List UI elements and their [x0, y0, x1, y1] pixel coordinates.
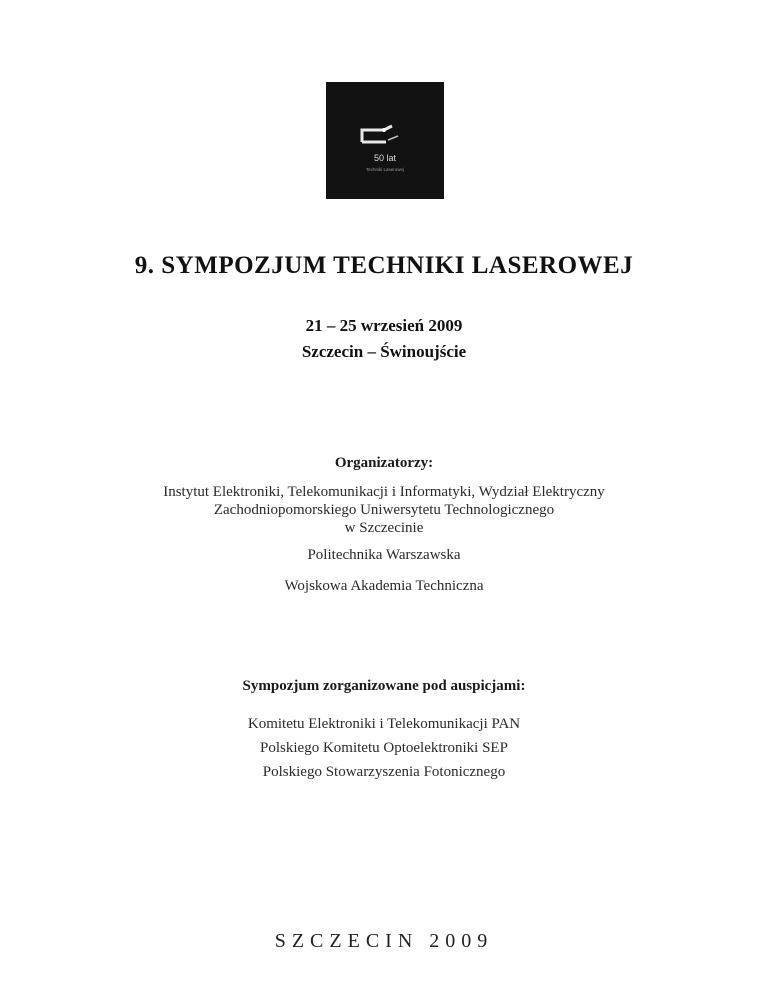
auspices-line: Komitetu Elektroniki i Telekomunikacji PAN — [247, 716, 521, 732]
organizers-heading: Organizatorzy: — [334, 455, 434, 471]
organizer-line: Wojskowa Akademia Techniczna — [284, 578, 484, 594]
organizer-line: w Szczecinie — [344, 520, 424, 536]
symposium-title: 9. SYMPOZJUM TECHNIKI LASEROWEJ — [134, 252, 634, 279]
logo-line1: 50 lat — [373, 153, 397, 163]
organizer-line: Politechnika Warszawska — [307, 547, 461, 563]
organizer-line: Instytut Elektroniki, Telekomunikacji i Informatyki, Wydział Elektryczny — [163, 484, 605, 500]
footer-place-year: SZCZECIN 2009 — [274, 930, 494, 952]
symposium-dates: 21 – 25 wrzesień 2009 — [305, 316, 463, 335]
auspices-heading: Sympozjum zorganizowane pod auspicjami: — [242, 678, 526, 694]
auspices-line: Polskiego Komitetu Optoelektroniki SEP — [260, 740, 508, 756]
organizer-line: Zachodniopomorskiego Uniwersytetu Technologicznego — [213, 502, 555, 518]
laser-logo-icon — [326, 82, 444, 199]
symposium-location: Szczecin – Świnoujście — [301, 342, 467, 361]
logo-line2: Techniki Laserowej — [365, 167, 405, 172]
symposium-logo — [326, 82, 444, 199]
auspices-line: Polskiego Stowarzyszenia Fotonicznego — [262, 764, 506, 780]
